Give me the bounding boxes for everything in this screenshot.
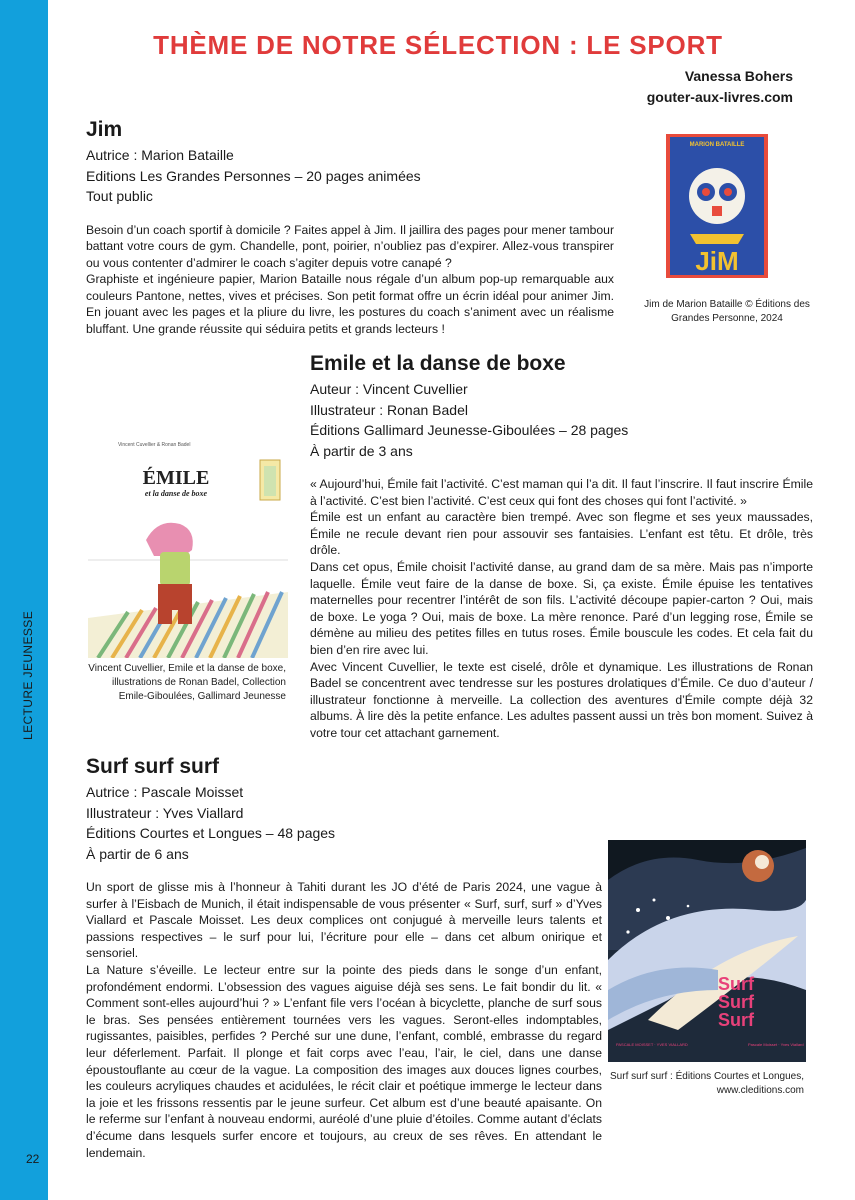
book-meta [310, 379, 813, 461]
book-meta [86, 782, 602, 864]
book-meta [86, 145, 614, 207]
review-paragraph: Besoin d’un coach sportif à domicile ? Faites appel à Jim. Il jaillira des pages pour mener tambour battant votre cours de gym. Chandelle, pont, poirier, n’oubliez pas d’expirer. Allez-vous transpirer ou vous contenter d’admirer le coach s’agiter depuis votre canapé ? [86, 222, 614, 270]
book-title: Emile et la danse de boxe [310, 352, 566, 375]
book-title: Jim [86, 118, 123, 141]
website-link[interactable]: gouter-aux-livres.com [646, 89, 793, 105]
book-review [86, 222, 614, 338]
book-section-jim [86, 118, 614, 338]
book-author: Autrice : Pascale Moisset [86, 784, 244, 800]
book-cover-jim [666, 134, 768, 278]
book-audience: À partir de 6 ans [86, 845, 189, 862]
review-paragraph: Un sport de glisse mis à l’honneur à Tahiti durant les JO d’été de Paris 2024, une vague à surfer à l’Eisbach de Munich, il était indispensable de vous présenter « Surf, surf, surf » d’Yves Viallard et Pascale Moisset. Les deux complices ont conjugué à merveille leurs talents et passions respectives – le surf pour lui, l’écriture pour elle – dans cet album onirique et sensoriel. [86, 880, 602, 961]
book-publisher: Éditions Gallimard Jeunesse-Giboulées – 28 pages [310, 422, 629, 438]
jim-cover-title-text: JiM [695, 246, 739, 276]
surf-cover-illustration [608, 840, 806, 1062]
jim-cover-caption: Jim de Marion Bataille © Éditions des Grandes Personne, 2024 [644, 299, 810, 324]
book-section-surf [86, 755, 602, 1161]
byline [647, 66, 793, 108]
jim-cover-illustration [666, 134, 768, 278]
emile-cover-subtitle-text: et la danse de boxe [144, 489, 208, 498]
review-paragraph: Avec Vincent Cuvellier, le texte est ciselé, drôle et dynamique. Les illustrations de Ronan Badel se concentrent avec tendresse sur les postures drolatiques d’Émile. Ce duo d’auteur / illustrateur fonctionne à merveille. La collection des aventures d’Émile compte déjà 32 albums. À lire dès la petite enfance. Les adultes passent aussi un très bon moment. Suivez à votre tour cet attachant garnement. [310, 659, 813, 740]
emile-cover-illustration [88, 432, 288, 658]
surf-caption-website[interactable]: www.cleditions.com [716, 1085, 804, 1096]
book-illustrator: Illustrateur : Yves Viallard [86, 804, 244, 821]
review-paragraph: Dans cet opus, Émile choisit l’activité danse, au grand dam de sa mère. Mais pas n’importe laquelle. Émile veut faire de la danse de boxe. Si, ça existe. Émile épuise les tentatives maternelles pour recentrer l’intérêt de son fils. L’activité découpe papier-carton ? Oui, mais de boxe. Le yoga ? Oui, mais de boxe. La mère renonce. Paré d’un legging rose, Émile se démène au milieu des petites filles en tutus roses. Émile bouscule les codes. Et cela fait du bien d’en rire avec lui. [310, 559, 813, 657]
book-title: Surf surf surf [86, 755, 220, 778]
surf-caption-line: Surf surf surf : Éditions Courtes et Longues, [610, 1071, 804, 1082]
book-review [86, 879, 602, 1161]
review-paragraph: Graphiste et ingénieure papier, Marion Bataille nous régale d’un album pop-up remarquable aux couleurs Pantone, nettes, vives et précises. Son petit format offre un écrin idéal pour animer Jim. En jouant avec les pages et la pliure du livre, les postures du coach s’animent avec un réalisme bluffant. Une grande réussite qui séduira petits et grands lecteurs ! [86, 272, 614, 337]
review-paragraph: La Nature s’éveille. Le lecteur entre sur la pointe des pieds dans le songe d’un enfant, profondément endormi. L’obsession des vagues aiguise déjà ses sens. Le fait bondir du lit. « Comment sont-elles aujourd’hui ? » L’enfant file vers l’océan à bicyclette, planche de surf sous le bras. Ses pensées entièrement tournées vers les vagues. Seront-elles indomptables, rugissantes, paisibles, perfides ? Perché sur une dune, l’enfant, comblé, embrasse du regard leur déferlement. Parfait. Il plonge et fait corps avec l’eau, l’air, le ciel, dans une danse époustouflante au cœur de la vague. La composition des images aux douces lignes courbes, les couleurs acryliques chaudes et acidulées, le récit clair et poétique immerge le lecteur dans la joie et les frissons ressentis par le jeune surfeur. Cet album est d’une beauté apaisante. On le referme sur l’enfant à nouveau endormi, auréolé d’une pluie d’étoiles. Comme autant d’éclats d’écume dans lesquels surfer encore et toujours, au creux de ses rêves. En attendant le lendemain. [86, 962, 602, 1160]
emile-cover-authors-text: Vincent Cuvellier & Ronan Badel [118, 442, 191, 448]
book-author: Auteur : Vincent Cuvellier [310, 381, 468, 397]
book-cover-surf [608, 840, 806, 1062]
book-audience: Tout public [86, 188, 153, 204]
book-publisher: Editions Les Grandes Personnes – 20 pages animées [86, 167, 421, 184]
surf-cover-caption [596, 1070, 804, 1098]
review-paragraph: « Aujourd’hui, Émile fait l’activité. C’est maman qui l’a dit. Il faut l’inscrire. Il faut inscrire Émile à l’activité. C’est bien l’activité. C’est ceux qui font des choses qui font l’activité. » [310, 477, 813, 508]
section-side-label: LECTURE JEUNESSE [21, 610, 35, 740]
page-title: THÈME DE NOTRE SÉLECTION : LE SPORT [153, 30, 723, 60]
book-review [310, 476, 813, 742]
surf-cover-title-line: Surf [718, 992, 754, 1012]
book-section-emile [310, 352, 813, 742]
left-sidebar-band [0, 0, 48, 1200]
page-number: 22 [26, 1152, 40, 1166]
author-name: Vanessa Bohers [684, 68, 793, 84]
book-audience: À partir de 3 ans [310, 442, 413, 459]
surf-cover-title-line: Surf [718, 974, 754, 994]
book-author: Autrice : Marion Bataille [86, 147, 234, 163]
book-publisher: Éditions Courtes et Longues – 48 pages [86, 825, 336, 841]
emile-cover-caption: Vincent Cuvellier, Emile et la danse de boxe, illustrations de Ronan Badel, Collection Emile-Giboulées, Gallimard Jeunesse [88, 663, 286, 702]
jim-cover-author-text: MARION BATAILLE [689, 142, 745, 148]
review-paragraph: Émile est un enfant au caractère bien trempé. Avec son flegme et ses yeux maussades, Émile ne recule devant rien pour assouvir ses fantaisies. L’enfant est têtu. Et drôle, très drôle. [310, 510, 813, 558]
surf-cover-small-left: PASCALE MOISSET · YVES VIALLARD [616, 1042, 688, 1047]
book-illustrator: Illustrateur : Ronan Badel [310, 401, 468, 418]
surf-cover-title-line: Surf [718, 1010, 754, 1030]
surf-cover-small-right: Pascale Moisset · Yves Viallard [748, 1042, 804, 1047]
emile-cover-title-text: ÉMILE [142, 467, 210, 489]
book-cover-emile [88, 432, 288, 658]
